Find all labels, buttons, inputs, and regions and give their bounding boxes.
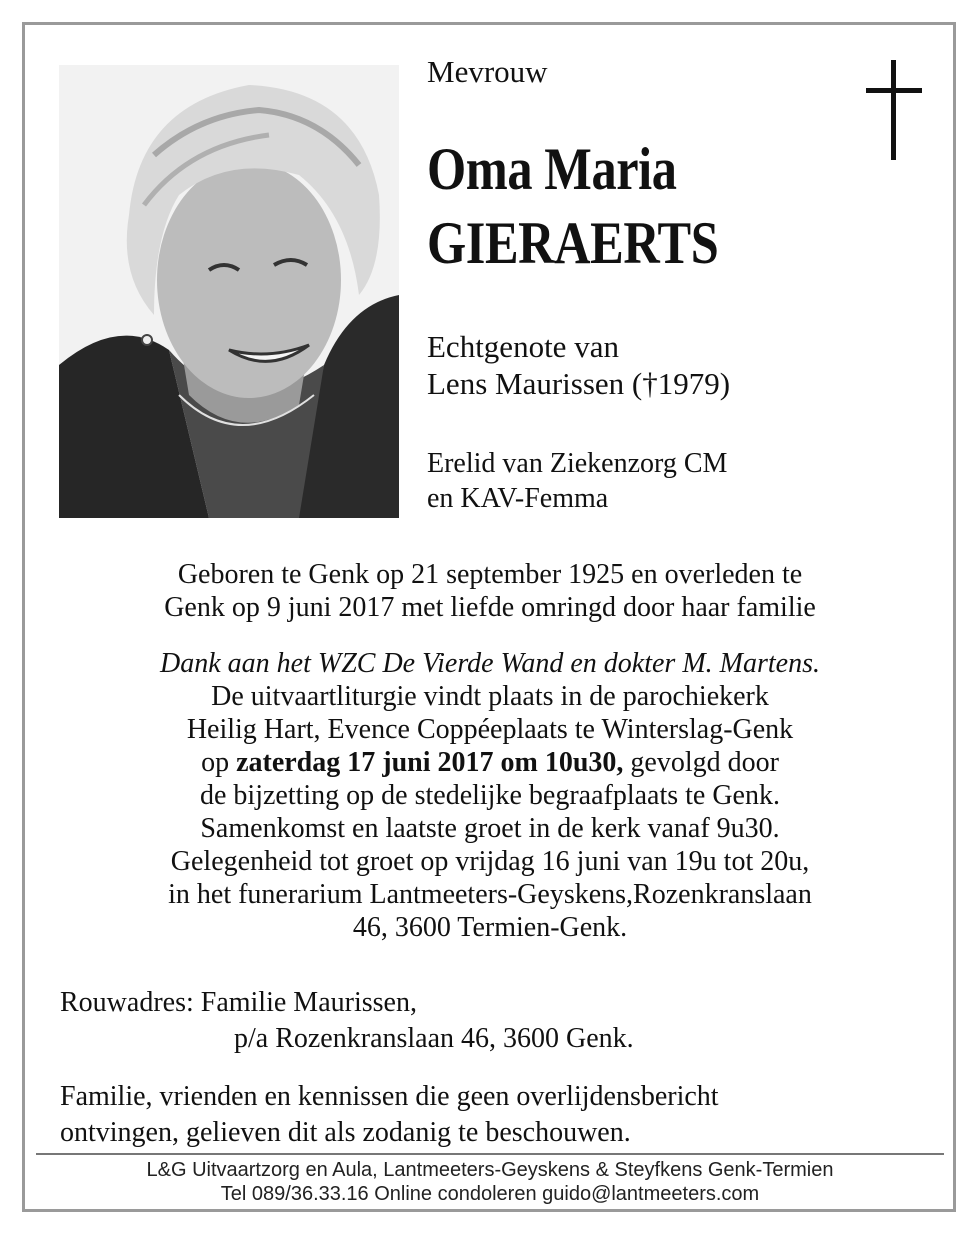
service-info [40,647,940,944]
thanks-line: Dank aan het WZC De Vierde Wand en dokter M. Martens. [160,648,820,679]
service-line-8: 46, 3600 Termien-Genk. [352,912,628,943]
footer-line-1: L&G Uitvaartzorg en Aula, Lantmeeters-Geyskens & Steyfkens Genk-Termien [146,1159,834,1181]
spouse-line-2: Lens Maurissen (†1979) [427,366,731,401]
rouwadres-line-2: p/a Rozenkranslaan 46, 3600 Genk. [234,1023,634,1054]
footer-divider [36,1153,944,1155]
notice-text [60,1079,719,1151]
portrait-photo [59,65,399,518]
footer-line-2: Tel 089/36.33.16 Online condoleren guido@lantmeeters.com [220,1183,760,1205]
title-prefix: Mevrouw [427,54,548,89]
service-line-1: De uitvaartliturgie vindt plaats in de parochiekerk [211,681,769,712]
spouse-line-1: Echtgenote van [427,329,619,364]
membership-info [427,446,727,516]
notice-line-2: ontvingen, gelieven dit als zodanig te beschouwen. [60,1117,631,1148]
service-line-4: de bijzetting op de stedelijke begraafplaats te Genk. [199,780,780,811]
name-last: GIERAERTS [427,210,719,276]
rouwadres-line-1: Rouwadres: Familie Maurissen, [60,987,417,1018]
membership-line-2: en KAV-Femma [427,483,609,514]
name-first: Oma Maria [427,136,677,202]
service-line-6: Gelegenheid tot groet op vrijdag 16 juni van 19u tot 20u, [170,846,810,877]
service-line-2: Heilig Hart, Evence Coppéeplaats te Winterslag-Genk [186,714,794,745]
birth-line-2: Genk op 9 juni 2017 met liefde omringd door haar familie [164,592,816,623]
cross-icon [862,60,926,160]
service-line-7: in het funerarium Lantmeeters-Geyskens,Rozenkranslaan [168,879,812,910]
service-line-5: Samenkomst en laatste groet in de kerk vanaf 9u30. [200,813,780,844]
service-line-3: op zaterdag 17 juni 2017 om 10u30, gevolgd door [201,747,779,778]
spouse-info [427,328,730,402]
footer [36,1158,944,1206]
birth-line-1: Geboren te Genk op 21 september 1925 en overleden te [177,559,803,590]
rouwadres [60,985,634,1057]
birth-death-info [40,558,940,624]
membership-line-1: Erelid van Ziekenzorg CM [427,448,728,479]
deceased-name [427,132,718,280]
notice-line-1: Familie, vrienden en kennissen die geen overlijdensbericht [60,1081,719,1112]
